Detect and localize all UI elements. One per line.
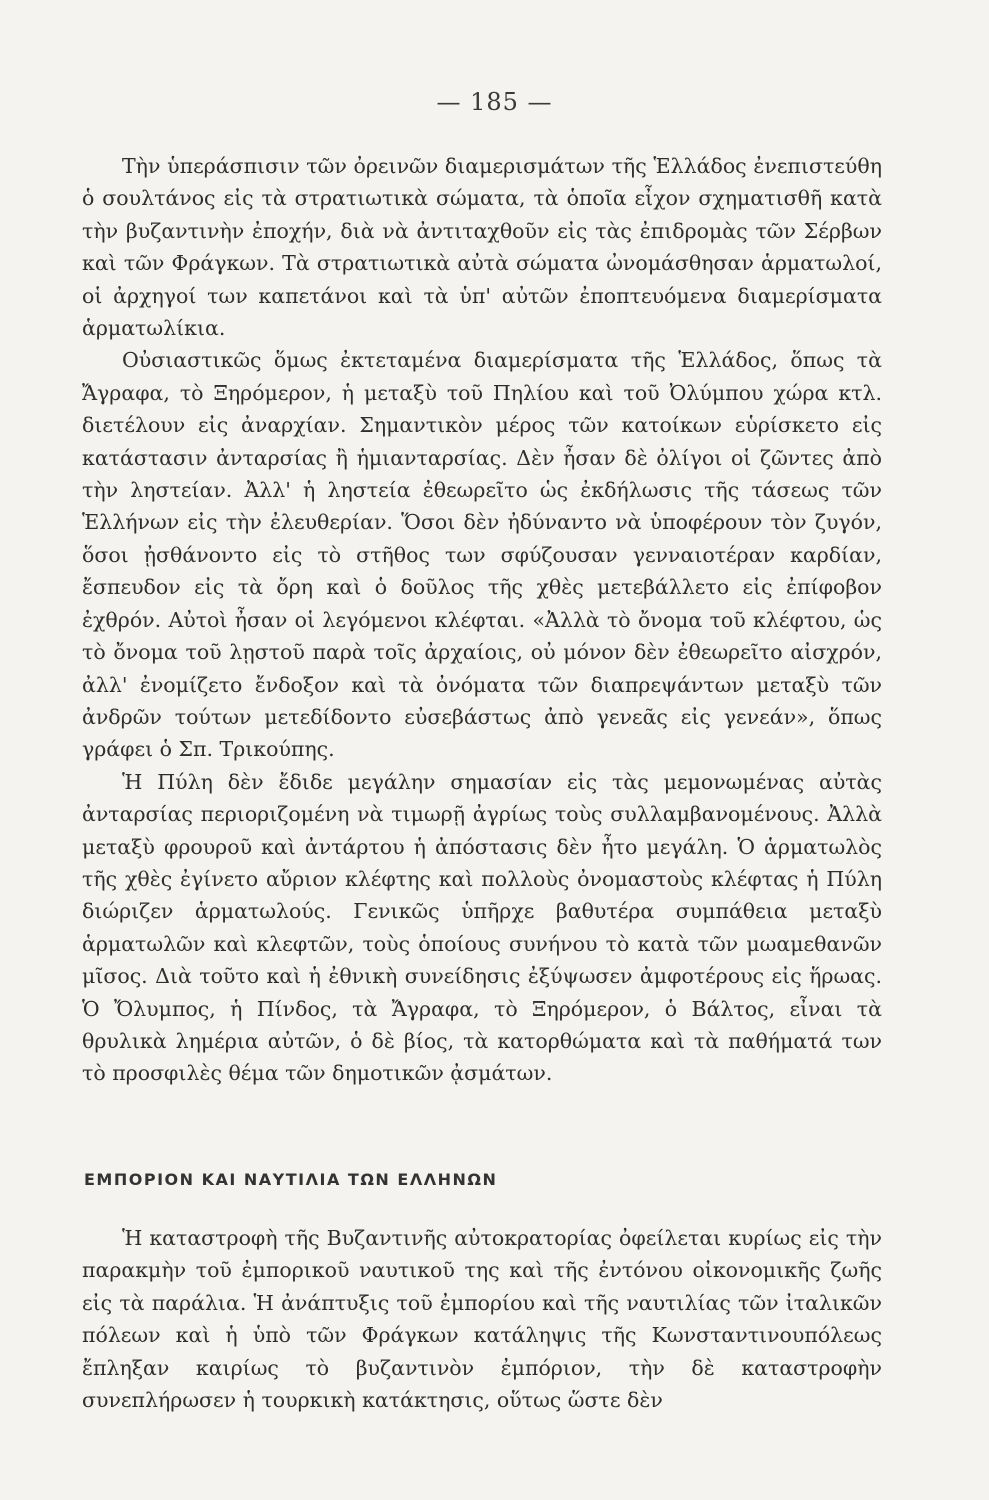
paragraph: Τὴν ὑπεράσπισιν τῶν ὀρεινῶν διαμερισμάτων τῆς Ἑλλάδος ἐνεπιστεύθη ὁ σουλτάνος εἰς τὰ στρατιωτικὰ σώματα, τὰ ὁποῖα εἶχον σχηματισθῆ κατὰ τὴν βυζαντινὴν ἐποχήν, διὰ νὰ ἀντιταχθοῦν εἰς τὰς ἐπιδρομὰς τῶν Σέρβων καὶ τῶν Φράγκων. Τὰ στρατιωτικὰ αὐτὰ σώματα ὠνομάσθησαν ἁρματωλοί, οἱ ἀρχηγοί των καπετάνοι καὶ τὰ ὑπ' αὐτῶν ἐποπτευόμενα διαμερίσματα ἁρματωλίκια. (82, 154, 882, 341)
body-text-after-heading (82, 1222, 882, 1416)
section-heading: ΕΜΠΟΡΙΟΝ ΚΑΙ ΝΑΥΤΙΛΙΑ ΤΩΝ ΕΛΛΗΝΩΝ (84, 1170, 498, 1189)
paragraph: Οὐσιαστικῶς ὅμως ἐκτεταμένα διαμερίσματα τῆς Ἑλλάδος, ὅπως τὰ Ἄγραφα, τὸ Ξηρόμερον, ἡ μεταξὺ τοῦ Πηλίου καὶ τοῦ Ὀλύμπου χώρα κτλ. διετέλουν εἰς ἀναρχίαν. Σημαντικὸν μέρος τῶν κατοίκων εὑρίσκετο εἰς κατάστασιν ἀνταρσίας ἢ ἡμιανταρσίας. Δὲν ἦσαν δὲ ὀλίγοι οἱ ζῶντες ἀπὸ τὴν ληστείαν. Ἀλλ' ἡ ληστεία ἐθεωρεῖτο ὡς ἐκδήλωσις τῆς τάσεως τῶν Ἑλλήνων εἰς τὴν ἐλευθερίαν. Ὅσοι δὲν ἠδύναντο νὰ ὑποφέρουν τὸν ζυγόν, ὅσοι ᾐσθάνοντο εἰς τὸ στῆθος των σφύζουσαν γενναιοτέραν καρδίαν, ἔσπευδον εἰς τὰ ὄρη καὶ ὁ δοῦλος τῆς χθὲς μετεβάλλετο εἰς ἐπίφοβον ἐχθρόν. Αὐτοὶ ἦσαν οἱ λεγόμενοι κλέφται. «Ἀλλὰ τὸ ὄνομα τοῦ κλέφτου, ὡς τὸ ὄνομα τοῦ λῃστοῦ παρὰ τοῖς ἀρχαίοις, οὐ μόνον δὲν ἐθεωρεῖτο αἰσχρόν, ἀλλ' ἐνομίζετο ἔνδοξον καὶ τὰ ὀνόματα τῶν διαπρεψάντων μεταξὺ τῶν ἀνδρῶν τούτων μετεδίδοντο εὐσεβάστως ἀπὸ γενεᾶς εἰς γενεάν», ὅπως γράφει ὁ Σπ. Τρικούπης. (82, 348, 882, 762)
paragraph: Ἡ Πύλη δὲν ἔδιδε μεγάλην σημασίαν εἰς τὰς μεμονωμένας αὐτὰς ἀνταρσίας περιοριζομένη νὰ τιμωρῇ ἀγρίως τοὺς συλλαμβανομένους. Ἀλλὰ μεταξὺ φρουροῦ καὶ ἀντάρτου ἡ ἀπόστασις δὲν ἦτο μεγάλη. Ὁ ἁρματωλὸς τῆς χθὲς ἐγίνετο αὔριον κλέφτης καὶ πολλοὺς ὀνομαστοὺς κλέφτας ἡ Πύλη διώριζεν ἁρματωλούς. Γενικῶς ὑπῆρχε βαθυτέρα συμπάθεια μεταξὺ ἁρματωλῶν καὶ κλεφτῶν, τοὺς ὁποίους συνήνου τὸ κατὰ τῶν μωαμεθανῶν μῖσος. Διὰ τοῦτο καὶ ἡ ἐθνικὴ συνείδησις ἐξύψωσεν ἀμφοτέρους εἰς ἥρωας. Ὁ Ὄλυμπος, ἡ Πίνδος, τὰ Ἄγραφα, τὸ Ξηρόμερον, ὁ Βάλτος, εἶναι τὰ θρυλικὰ λημέρια αὐτῶν, ὁ δὲ βίος, τὰ κατορθώματα καὶ τὰ παθήματά των τὸ προσφιλὲς θέμα τῶν δημοτικῶν ᾀσμάτων. (82, 769, 882, 1086)
paragraph: Ἡ καταστροφὴ τῆς Βυζαντινῆς αὐτοκρατορίας ὀφείλεται κυρίως εἰς τὴν παρακμὴν τοῦ ἐμπορικοῦ ναυτικοῦ της καὶ τῆς ἐντόνου οἰκονομικῆς ζωῆς εἰς τὰ παράλια. Ἡ ἀνάπτυξις τοῦ ἐμπορίου καὶ τῆς ναυτιλίας τῶν ἰταλικῶν πόλεων καὶ ἡ ὑπὸ τῶν Φράγκων κατάληψις τῆς Κωνσταντινουπόλεως ἔπληξαν καιρίως τὸ βυζαντινὸν ἐμπόριον, τὴν δὲ καταστροφὴν συνεπλήρωσεν ἡ τουρκικὴ κατάκτησις, οὕτως ὥστε δὲν (82, 1226, 882, 1413)
page-number: — 185 — (436, 88, 553, 116)
body-text-before-heading (82, 150, 882, 1090)
